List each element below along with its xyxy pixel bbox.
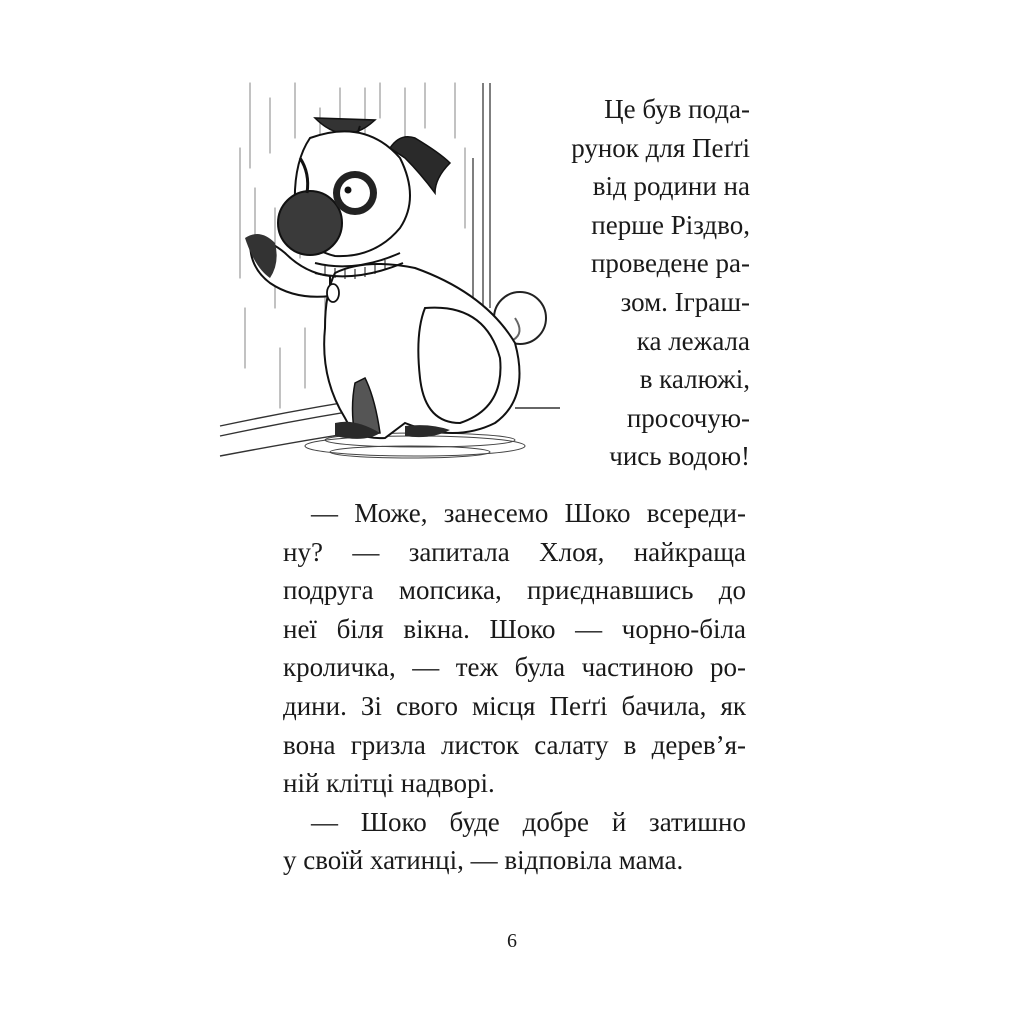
text-line: ній клітці надворі. bbox=[283, 768, 495, 799]
text-line: чись водою! bbox=[609, 441, 750, 472]
dialogue-paragraph-mom bbox=[283, 803, 746, 880]
pug-at-window-illustration bbox=[215, 78, 560, 483]
text-line: неї біля вікна. Шоко — чорно-біла bbox=[283, 613, 746, 644]
pug-sketch-icon bbox=[215, 78, 560, 483]
text-line: Це був пода- bbox=[604, 94, 750, 124]
text-line: — Шоко буде добре й затишно bbox=[311, 806, 746, 837]
dialogue-paragraph-chloe bbox=[283, 494, 746, 803]
text-line: перше Різдво, bbox=[591, 209, 750, 240]
text-line: вона гризла листок салату в дерев’я- bbox=[283, 729, 746, 760]
page-number: 6 bbox=[507, 930, 517, 952]
text-line: подруга мопсика, приєднавшись до bbox=[283, 575, 746, 606]
text-line: рунок для Пеґґі bbox=[571, 132, 750, 163]
text-line: зом. Іграш- bbox=[620, 286, 750, 317]
text-line: ка лежала bbox=[636, 325, 750, 356]
text-line: дини. Зі свого місця Пеґґі бачила, як bbox=[283, 690, 746, 721]
text-line: у своїй хатинці, — відповіла мама. bbox=[283, 845, 684, 876]
text-line: — Може, занесемо Шоко всереди- bbox=[311, 498, 746, 528]
text-line: просочую- bbox=[626, 402, 750, 433]
body-text bbox=[283, 494, 746, 880]
text-line: проведене ра- bbox=[590, 248, 750, 279]
text-line: в калюжі, bbox=[639, 364, 750, 395]
text-line: від родини на bbox=[592, 171, 750, 202]
wrapped-paragraph bbox=[520, 90, 750, 476]
text-line: ну? — запитала Хлоя, найкраща bbox=[283, 536, 746, 567]
text-line: кроличка, — теж була частиною ро- bbox=[283, 652, 746, 683]
